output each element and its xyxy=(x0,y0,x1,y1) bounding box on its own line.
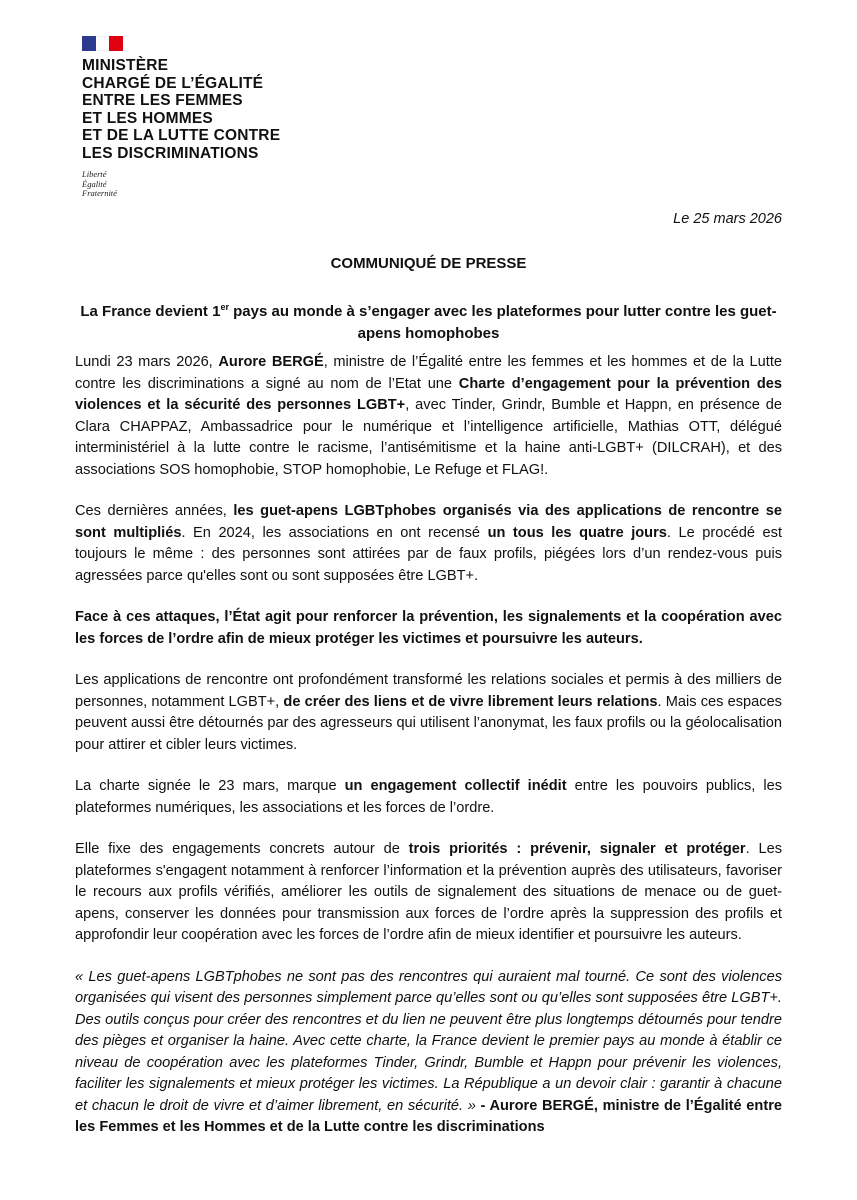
title-text: pays au monde à s’engager avec les plateformes pour lutter contre les guet-apens homophobes xyxy=(228,303,777,342)
document-heading: COMMUNIQUÉ DE PRESSE xyxy=(330,255,527,272)
motto-line: Égalité xyxy=(82,178,107,189)
paragraph-state-action: Face à ces attaques, l’État agit pour renforcer la prévention, les signalements et la coopération avec les forces de l’ordre afin de mieux protéger les victimes et poursuivre les auteurs. xyxy=(75,609,782,647)
paragraph-signature: Lundi 23 mars 2026, Aurore BERGÉ, ministre de l’Égalité entre les femmes et les hommes et de la Lutte contre les discriminations a signé au nom de l’Etat une Charte d’engagement pour la prévention des violences et la sécurité des personnes LGBT+, avec Tinder, Grindr, Bumble et Happn, en présence de Clara CHAPPAZ, Ambassadrice pour le numérique et l’intelligence artificielle, Mathias OTT, délégué interministériel à la lutte contre le racisme, l’antisémitisme et la haine anti-LGBT+ (DILCRAH), et des associations SOS homophobie, STOP homophobie, Le Refuge et FLAG!. xyxy=(75,354,783,478)
paragraph-charter: La charte signée le 23 mars, marque un engagement collectif inédit entre les pouvoirs publics, les plateformes numériques, les associations et les forces de l’ordre. xyxy=(75,778,782,816)
paragraph-context: Ces dernières années, les guet-apens LGBTphobes organisés via des applications de rencontre se sont multipliés. En 2024, les associations en ont recensé un tous les quatre jours. Le procédé est toujours le même : des personnes sont attirées par de faux profils, piégées lors d’un rendez-vous puis agressées parce qu'elles sont ou sont supposées être LGBT+. xyxy=(75,503,782,584)
paragraph-priorities: Elle fixe des engagements concrets autour de trois priorités : prévenir, signaler et protéger. Les plateformes s'engagent notamment à renforcer l’information et la prévention auprès des utilisateurs, favoriser le recours aux profils vérifiés, améliorer les outils de signalement des situations de menace ou de guet-apens, conserver les données pour transmission aux forces de l’ordre après la suppression des profils et approfondir leur coopération avec les forces de l’ordre afin de mieux identifier et poursuivre les auteurs. xyxy=(75,841,783,943)
marianne-flag-icon xyxy=(82,36,123,51)
press-release-title xyxy=(75,296,782,345)
ministry-line: ET LES HOMMES xyxy=(82,109,213,127)
motto-line: Liberté xyxy=(82,169,107,179)
release-date: Le 25 mars 2026 xyxy=(673,211,782,227)
ministry-logo xyxy=(82,36,280,199)
press-release-body xyxy=(75,352,782,1159)
minister-quote: « Les guet-apens LGBTphobes ne sont pas des rencontres qui auraient mal tourné. Ce sont des violences organisées qui visent des personnes simplement parce qu’elles sont ou qu’elles sont supposées être LGBT+. Des outils conçus pour créer des rencontres et du lien ne peuvent être plus longtemps détournés pour tendre des pièges et organiser la haine. Avec cette charte, la France devient le premier pays au monde à établir ce niveau de coopération avec les plateformes Tinder, Grindr, Bumble et Happn pour prévenir les violences, faciliter les signalements et mieux protéger les victimes. La République a un devoir clair : garantir à chacune et chacun le droit de vivre et d’aimer librement, en sécurité. » - Aurore BERGÉ, ministre de l’Égalité entre les Femmes et les Hommes et de la Lutte contre les discriminations xyxy=(75,968,782,1135)
republic-motto xyxy=(82,170,280,199)
ministry-name xyxy=(82,57,280,162)
motto-line: Fraternité xyxy=(82,188,117,198)
title-superscript: er xyxy=(220,302,229,312)
ministry-line: CHARGÉ DE L’ÉGALITÉ xyxy=(82,74,264,92)
ministry-line: ENTRE LES FEMMES xyxy=(82,92,243,109)
ministry-line: ET DE LA LUTTE CONTRE xyxy=(82,127,281,144)
quote-attribution: - Aurore BERGÉ, ministre de l’Égalité entre les Femmes et les Hommes et de la Lutte contre les discriminations xyxy=(75,1097,782,1135)
ministry-line: MINISTÈRE xyxy=(82,57,169,74)
title-text: La France devient 1 xyxy=(80,303,221,320)
ministry-line: LES DISCRIMINATIONS xyxy=(82,144,259,162)
paragraph-dating-apps: Les applications de rencontre ont profondément transformé les relations sociales et permis à des milliers de personnes, notamment LGBT+, de créer des liens et de vivre librement leurs relations. Mais ces espaces peuvent aussi être détournés par des agresseurs qui utilisent l’anonymat, les faux profils ou la géolocalisation pour attirer et cibler leurs victimes. xyxy=(75,672,782,753)
